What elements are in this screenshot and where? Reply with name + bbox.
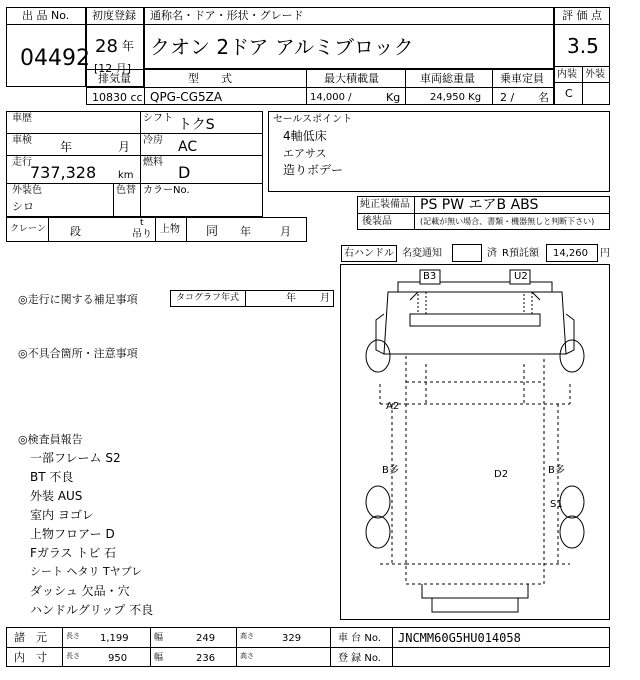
year-unit-label: 年 (122, 39, 135, 53)
chassis-number: JNCMM60G5HU014058 (398, 631, 521, 645)
grade-label: 評 価 点 (562, 9, 602, 22)
damage-label-s1: S1 (550, 499, 563, 510)
crane-row (6, 217, 307, 242)
inspector-line: ダッシュ 欠品・穴 (30, 584, 130, 598)
first-registration-month: [12 月] (94, 62, 132, 75)
first-registration-label: 初度登録 (92, 9, 136, 22)
outer-dim-label: 諸 元 (14, 631, 47, 644)
crane-label: クレーン (10, 224, 46, 234)
handle-value: 右ハンドル (344, 248, 394, 259)
length-label: 長さ (66, 632, 80, 640)
outer-length: 1,199 (100, 633, 129, 644)
mileage-unit: km (118, 170, 134, 181)
history-label: 車歴 (12, 113, 32, 124)
inspector-line: 室内 ヨゴレ (30, 508, 94, 522)
retrofit-label: 後装品 (362, 216, 392, 227)
mileage-label: 走行 (12, 157, 32, 168)
shift-value: トクS (178, 117, 215, 133)
name-change-label: 名変通知 (402, 248, 442, 259)
standard-equipment-value: PS PW エアB ABS (420, 197, 539, 213)
shift-label: シフト (143, 113, 173, 124)
damage-label-b3: B3 (423, 271, 437, 282)
body-year-label: 年 (240, 225, 251, 238)
lot-number-label: 出 品 No. (22, 9, 70, 22)
fuel-label: 燃料 (143, 157, 163, 168)
registration-number-label: 登 録 No. (338, 653, 381, 664)
sales-point-title: セールスポイント (273, 114, 353, 125)
tacho-label: タコグラフ年式 (176, 293, 240, 303)
capacity-label: 乗車定員 (500, 72, 544, 85)
truck-diagram (340, 264, 610, 620)
length-label: 長さ (66, 652, 80, 660)
height-label: 高さ (240, 652, 254, 660)
gross-weight-value: 24,950 Kg (430, 92, 482, 103)
displacement-label: 排気量 (98, 72, 131, 85)
exterior-label: 外装 (585, 69, 605, 80)
interior-label: 内装 (557, 69, 577, 80)
capacity-value: 2 / (500, 91, 515, 104)
max-load-label: 最大積載量 (324, 72, 379, 85)
defects-title: ◎不具合箇所・注意事項 (18, 347, 138, 360)
crane-ton-unit: t (140, 218, 144, 228)
model-type-label: 型 式 (188, 72, 232, 85)
damage-label-u2: U2 (514, 271, 528, 282)
standard-equipment-label: 純正装備品 (360, 199, 410, 210)
max-load-unit: Kg (386, 91, 401, 104)
exterior-color-label: 外装色 (12, 185, 42, 196)
damage-label-a2: A2 (386, 401, 400, 412)
inspector-line: Fガラス トビ 石 (30, 546, 117, 560)
outer-height: 329 (282, 633, 302, 644)
body-label: 上物 (160, 224, 180, 235)
tacho-month: 月 (320, 293, 330, 304)
inner-dim-label: 内 寸 (14, 651, 47, 664)
body-same-value: 同 (206, 224, 219, 238)
inner-length: 950 (108, 653, 128, 664)
width-label: 幅 (154, 633, 164, 643)
interior-grade: C (565, 87, 573, 100)
displacement-value: 10830 cc (92, 91, 143, 104)
height-label: 高さ (240, 632, 254, 640)
fuel-value: D (178, 163, 191, 182)
color-change-label: 色替 (116, 185, 136, 196)
ac-label: 冷房 (143, 135, 163, 146)
recycle-deposit-unit: 円 (600, 248, 610, 259)
outer-width: 249 (196, 633, 216, 644)
max-load-value: 14,000 / (310, 92, 352, 103)
inner-width: 236 (196, 653, 216, 664)
mileage-value: 737,328 (30, 163, 97, 182)
crane-lift-label: 吊り (132, 229, 152, 240)
recycle-deposit-amount: 14,260 (553, 248, 588, 259)
inspector-title: ◎検査員報告 (18, 433, 83, 446)
crane-stage-label: 段 (70, 225, 81, 238)
recycle-deposit-label: R預託額 (502, 248, 539, 259)
width-label: 幅 (154, 653, 164, 663)
sales-point-3: 造りボデー (283, 163, 344, 177)
inspector-line: ハンドルグリップ 不良 (30, 603, 154, 617)
name-change-box (452, 244, 482, 262)
inspection-month: 月 (118, 140, 131, 154)
sales-point-1: 4軸低床 (283, 129, 327, 143)
model-header-label: 通称名・ドア・形状・グレード (150, 9, 304, 22)
color-number-label: カラーNo. (143, 185, 190, 196)
inspection-label: 車検 (12, 135, 32, 146)
tacho-title: ◎走行に関する補足事項 (18, 293, 138, 306)
sales-point-2: エアサス (283, 147, 327, 160)
model-name: クオン 2ドア アルミブロック (150, 35, 414, 59)
inspector-line: 一部フレーム S2 (30, 451, 121, 465)
inspector-line: 外装 AUS (30, 489, 83, 503)
model-type-value: QPG-CG5ZA (150, 90, 223, 104)
first-registration-year: 28 (95, 36, 118, 57)
tacho-year: 年 (286, 293, 296, 304)
inspector-line: 上物フロアー D (30, 527, 115, 541)
retrofit-note: (記載が無い場合、書類・機器無しと判断下さい) (420, 217, 595, 226)
exterior-color-value: シロ (12, 200, 34, 213)
inspection-year: 年 (60, 140, 73, 154)
document-status: 済 (487, 248, 497, 259)
overall-grade: 3.5 (567, 34, 599, 58)
damage-label-b-left: B多 (382, 465, 399, 476)
body-month-label: 月 (280, 225, 291, 238)
damage-label-b-right: B多 (548, 465, 565, 476)
ac-value: AC (178, 139, 198, 155)
inspector-line: シート ヘタリ Tヤブレ (30, 565, 143, 578)
inspector-line: BT 不良 (30, 470, 74, 484)
chassis-number-label: 車 台 No. (338, 633, 381, 644)
lot-number: 04492 (20, 46, 90, 71)
gross-weight-label: 車両総重量 (420, 72, 475, 85)
damage-label-d2: D2 (494, 469, 509, 480)
capacity-unit: 名 (538, 91, 549, 104)
